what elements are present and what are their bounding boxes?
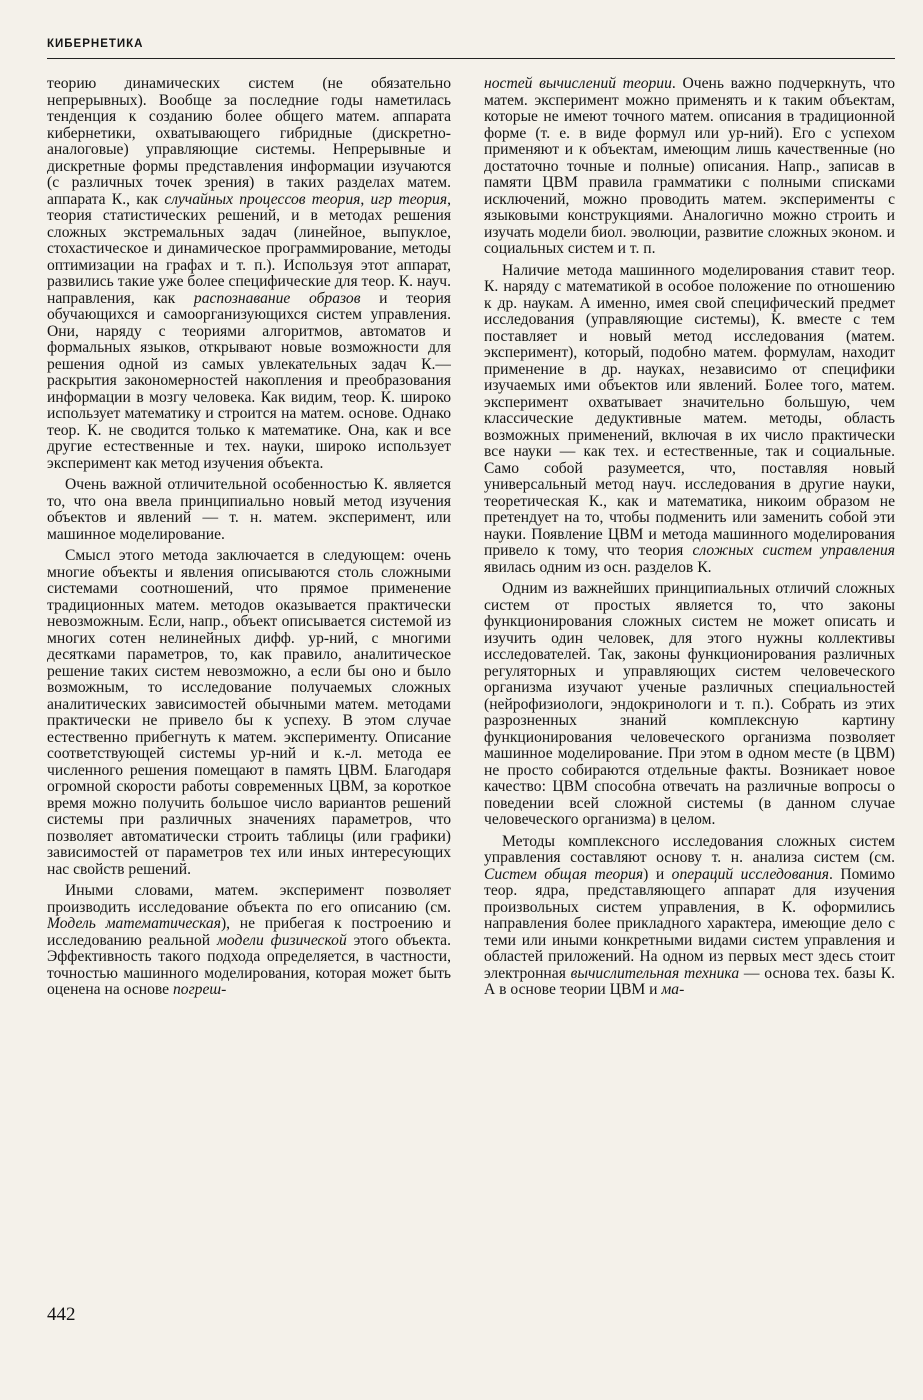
- text-span: , теория статистических решений, и в методах решения сложных экстремальных задач (линейное, выпуклое, стохастическое и динамическое программирование, методы оптимизации на графах и т. п.). Используя этот аппарат, развились такие уже более специфические для теор. К. науч. направления, как: [47, 190, 451, 307]
- text-span: . Помимо теор. ядра, представляющего аппарат для изучения произвольных систем управления, в К. оформились направления более прикладного характера, имеющие дело с теми или иными конкретными видами систем управления и областей приложений. На одном из первых мест здесь стоит электронная: [484, 865, 895, 982]
- text-span: Методы комплексного исследования сложных систем управления составляют основу т. н. анализа систем (см.: [484, 832, 895, 866]
- right-paragraph-4: [484, 834, 895, 999]
- cross-reference: Систем общая теория: [484, 865, 644, 883]
- cross-reference: ностей вычислений теории: [484, 76, 672, 92]
- left-paragraph-1: [47, 76, 451, 472]
- cross-reference: ма-: [661, 981, 685, 998]
- right-column: [484, 76, 895, 1306]
- cross-reference: случайных процессов теория: [164, 190, 361, 208]
- running-title: КИБЕРНЕТИКА: [47, 38, 144, 50]
- cross-reference: погреш-: [173, 981, 227, 998]
- right-paragraph-1: [484, 76, 895, 258]
- text-span: явилась одним из осн. разделов К.: [484, 558, 712, 576]
- cross-reference: сложных систем управления: [692, 542, 895, 559]
- left-paragraph-3: Смысл этого метода заключается в следующем: очень многие объекты и явления описываются столь сложными системами соотношений, что прямое применение традиционных матем. методов оказывается практически невозможным. Если, напр., объект описывается системой из многих сотен нелинейных дифф. ур-ний, с многими десятками параметров, то, как правило, аналитическое решение таких систем невозможно, а если бы оно и было возможным, то исследование получаемых сложных аналитических зависимостей обычными матем. методами практически не привело бы к успеху. В этом случае естественно прибегнуть к матем. эксперименту. Описание соответствующей системы ур-ний и к.-л. метода ее численного решения помещают в память ЦВМ. Благодаря огромной скорости работы современных ЦВМ, за короткое время можно получить большое число вариантов решений системы при различных значениях параметров, что позволяет автоматически строить таблицы (или графики) зависимостей от параметров тех или иных интересующих нас свойств решений.: [47, 547, 451, 878]
- page-number: 442: [47, 1304, 76, 1325]
- cross-reference: модели физической: [216, 931, 347, 949]
- cross-reference: Модель математическая: [47, 915, 221, 932]
- cross-reference: игр теория: [370, 190, 448, 208]
- header-rule: [47, 58, 895, 59]
- text-span: . Очень важно подчеркнуть, что матем. эксперимент можно применять и к таким объектам, которые не имеют точного матем. описания в традиционной форме (т. е. в виде формул или ур-ний). Его с успехом применяют и к объектам, имеющим лишь качественные (но достаточно точные и полные) описания. Напр., записав в памяти ЦВМ правила грамматики с полными списками исключений, можно проводить матем. эксперименты с языковыми конструкциями. Аналогично можно строить и изучать модели биол. эволюции, развитие сложных эконом. и социальных систем и т. п.: [484, 76, 895, 257]
- right-paragraph-2: [484, 263, 895, 577]
- text-span: — основа тех. базы К. А в основе теории ЦВМ и: [484, 964, 895, 998]
- cross-reference: вычислительная техника: [570, 964, 740, 982]
- text-span: и теория обучающихся и самоорганизующихся систем управления. Они, наряду с теориями алгоритмов, автоматов и формальных языков, открывают новые возможности для решения одной из самых увлекательных задач К.— раскрытия закономерностей накопления и преобразования информации в мозгу человека. Как видим, теор. К. широко использует математику и строится на матем. основе. Однако теор. К. не сводится только к математике. Она, как и все другие естественные и тех. науки, широко использует эксперимент как метод изучения объекта.: [47, 289, 451, 472]
- cross-reference: распознавание образов: [193, 289, 361, 307]
- text-span: Иными словами, матем. эксперимент позволяет производить исследование объекта по его описанию (см.: [47, 882, 451, 916]
- text-span: теорию динамических систем (не обязательно непрерывных). Вообще за последние годы наметилась тенденция к созданию более общего матем. аппарата кибернетики, охватывающего гибридные (дискретно-аналоговые) управляющие системы. Непрерывные и дискретные формы представления информации изучаются (с различных точек зрения) в таких разделах матем. аппарата К., как: [47, 76, 451, 208]
- left-paragraph-4: [47, 883, 451, 999]
- left-column: [47, 76, 451, 1306]
- text-span: ), не прибегая к построению и исследованию реальной: [47, 915, 451, 949]
- text-span: этого объекта. Эффективность такого подхода определяется, в частности, точностью машинного моделирования, которая может быть оценена на основе: [47, 931, 451, 998]
- cross-reference: операций исследования: [671, 865, 829, 883]
- right-paragraph-3: Одним из важнейших принципиальных отличий сложных систем от простых является то, что законы функционирования сложных систем не может описать и изучить один человек, для этого нужны коллективы исследователей. Так, законы функционирования различных регуляторных и управляющих систем человеческого организма изучают ученые различных специальностей (нейрофизиологи, эндокринологи и т. п.). Собрать из этих разрозненных знаний комплексную картину функционирования человеческого организма позволяет машинное моделирование. При этом в одном месте (в ЦВМ) не просто собираются отдельные факты. Возникает новое качество: ЦВМ способна отвечать на различные вопросы о поведении всей сложной системы (в данном случае человеческого организма) в целом.: [484, 580, 895, 828]
- text-span: ) и: [643, 865, 672, 883]
- text-span: ,: [360, 190, 371, 208]
- left-paragraph-2: Очень важной отличительной особенностью К. является то, что она ввела принципиально новый метод изучения объектов и явлений — т. н. матем. эксперимент, или машинное моделирование.: [47, 476, 451, 543]
- text-span: Наличие метода машинного моделирования ставит теор. К. наряду с математикой в особое положение по отношению к др. наукам. А именно, имея свой специфический предмет исследования (управляющие системы), К. вместе с тем поставляет и новый метод исследования (матем. эксперимент), который, подобно матем. формулам, находит применение в др. науках, независимо от специфики изучаемых ими объектов или явлений. Более того, матем. эксперимент охватывает значительно большую, чем классические дедуктивные матем. методы, область возможных применений, включая в их число практически все науки — как тех. и естественные, так и социальные. Само собой разумеется, что, поставляя новый универсальный метод науч. исследования в другие науки, теоретическая К., как и математика, никоим образом не претендует на то, чтобы подменить или заменить собой эти науки. Появление ЦВМ и метода машинного моделирования привело к тому, что теория: [484, 261, 895, 559]
